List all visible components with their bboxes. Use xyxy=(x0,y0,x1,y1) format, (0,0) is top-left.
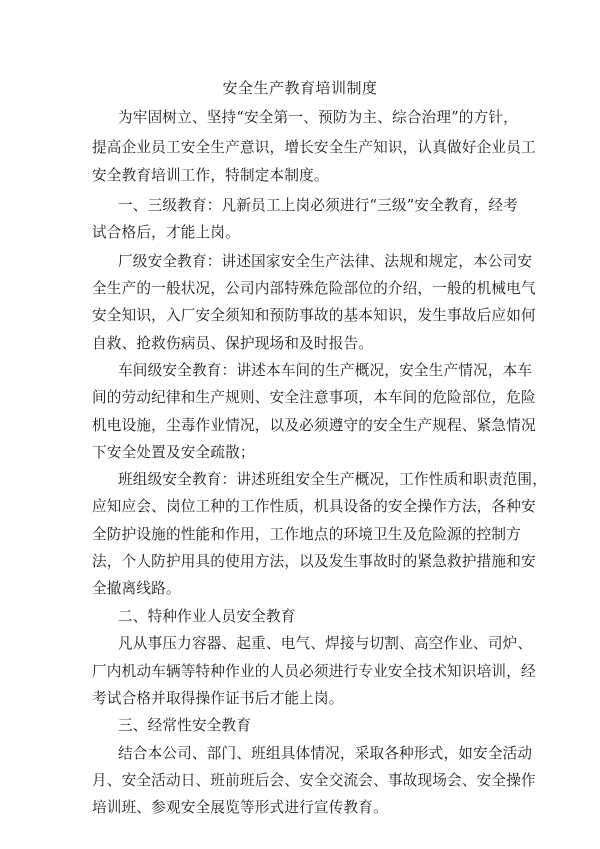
text-line: 全生产的一般状况，公司内部特殊危险部位的介绍，一般的机械电气 xyxy=(92,280,536,297)
text-line: 为牢固树立、坚持“安全第一、预防为主、综合治理”的方针， xyxy=(118,109,518,126)
text-line: 法，个人防护用具的使用方法，以及发生事故时的紧急救护措施和安 xyxy=(92,553,536,570)
text-line: 机电设施，尘毒作业情况，以及必须遵守的安全生产规程、紧急情况 xyxy=(92,417,536,434)
text-line: 间的劳动纪律和生产规则、安全注意事项，本车间的危险部位，危险 xyxy=(92,389,536,406)
text-line: 全撤离线路。 xyxy=(92,580,181,597)
section-heading: 二、特种作业人员安全教育 xyxy=(118,608,296,625)
text-line: 车间级安全教育：讲述本车间的生产概况，安全生产情况，本车 xyxy=(118,362,533,379)
text-line: 班组级安全教育：讲述班组安全生产概况，工作性质和职责范围， xyxy=(118,471,548,488)
text-line: 凡从事压力容器、起重、电气、焊接与切割、高空作业、司炉、 xyxy=(118,635,533,652)
text-line: 厂级安全教育：讲述国家安全生产法律、法规和规定，本公司安 xyxy=(118,253,533,270)
text-line: 安全教育培训工作，特制定本制度。 xyxy=(92,167,329,184)
text-line: 考试合格并取得操作证书后才能上岗。 xyxy=(92,690,344,707)
text-line: 月、安全活动日、班前班后会、安全交流会、事故现场会、安全操作 xyxy=(92,772,536,789)
document-title: 安全生产教育培训制度 xyxy=(222,79,378,97)
text-line: 试合格后，才能上岗。 xyxy=(92,224,240,241)
text-line: 自救、抢救伤病员、保护现场和及时报告。 xyxy=(92,335,374,352)
text-line: 厂内机动车辆等特种作业的人员必须进行专业安全技术知识培训，经 xyxy=(92,663,536,680)
text-line: 提高企业员工安全生产意识，增长安全生产知识，认真做好企业员工 xyxy=(92,139,536,156)
text-line: 应知应会、岗位工种的工作性质，机具设备的安全操作方法，各种安 xyxy=(92,498,536,515)
text-line: 下安全处置及安全疏散； xyxy=(92,444,255,461)
text-line: 培训班、参观安全展览等形式进行宣传教育。 xyxy=(92,799,388,816)
section-heading: 一、三级教育：凡新员工上岗必须进行“三级”安全教育，经考 xyxy=(118,197,518,214)
text-line: 安全知识，入厂安全须知和预防事故的基本知识，发生事故后应如何 xyxy=(92,307,536,324)
text-line: 全防护设施的性能和作用，工作地点的环境卫生及危险源的控制方 xyxy=(92,526,522,543)
text-line: 结合本公司、部门、班组具体情况，采取各种形式，如安全活动 xyxy=(118,745,533,762)
section-heading: 三、经常性安全教育 xyxy=(118,717,252,734)
